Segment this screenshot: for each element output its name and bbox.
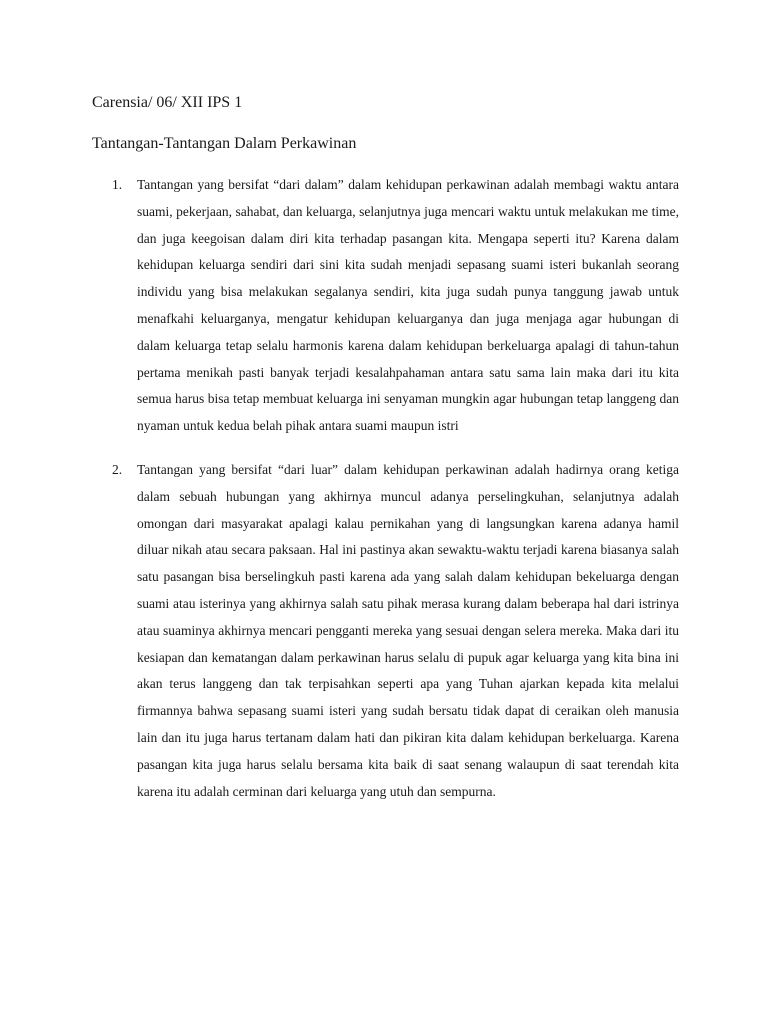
list-item-text: Tantangan yang bersifat “dari luar” dalam kehidupan perkawinan adalah hadirnya orang ketiga dalam sebuah hubungan yang akhirnya muncul adanya perselingkuhan, selanjutnya adalah omongan dari masyarakat apalagi kalau pernikahan yang di langsungkan karena adanya hamil diluar nikah atau secara paksaan. Hal ini pastinya akan sewaktu-waktu terjadi karena biasanya salah satu pasangan bisa berselingkuh pasti karena ada yang salah dalam kehidupan bekeluarga dengan suami atau isterinya yang akhirnya salah satu pihak merasa kurang dalam beberapa hal dari istrinya atau suaminya akhirnya mencari pengganti mereka yang sesuai dengan selera mereka. Maka dari itu kesiapan dan kematangan dalam perkawinan harus selalu di pupuk agar keluarga yang kita bina ini akan terus langgeng dan tak terpisahkan seperti apa yang Tuhan ajarkan kepada kita melalui firmannya bahwa sepasang suami isteri yang sudah bersatu tidak dapat di ceraikan oleh manusia lain dan itu juga harus tertanam dalam hati dan pikiran kita dalam kehidupan berkeluarga. Karena pasangan kita juga harus selalu bersama kita baik di saat senang walaupun di saat terendah kita karena itu adalah cerminan dari keluarga yang utuh dan sempurna. [137, 461, 679, 799]
list-item-number: 1. [112, 177, 123, 192]
document-title: Tantangan-Tantangan Dalam Perkawinan [92, 135, 357, 152]
list-item-text: Tantangan yang bersifat “dari dalam” dalam kehidupan perkawinan adalah membagi waktu antara suami, pekerjaan, sahabat, dan keluarga, selanjutnya juga mencari waktu untuk melakukan me time, dan juga keegoisan dalam diri kita terhadap pasangan kita. Mengapa seperti itu? Karena dalam kehidupan keluarga sendiri dari sini kita sudah menjadi sepasang suami isteri bukanlah seorang individu yang bisa melakukan segalanya sendiri, kita juga sudah punya tanggung jawab untuk menafkahi keluarganya, mengatur kehidupan keluarganya dan juga menjaga agar hubungan di dalam keluarga tetap selalu harmonis karena dalam kehidupan berkeluarga apalagi di tahun-tahun pertama menikah pasti banyak terjadi kesalahpahaman antara satu sama lain maka dari itu kita semua harus bisa tetap membuat keluarga ini senyaman mungkin agar hubungan tetap langgeng dan nyaman untuk kedua belah pihak antara suami maupun istri [137, 177, 679, 434]
list-item-number: 2. [112, 461, 123, 477]
list-item [92, 457, 679, 805]
student-header: Carensia/ 06/ XII IPS 1 [92, 94, 243, 111]
list-item [92, 172, 679, 440]
numbered-list [92, 172, 679, 805]
